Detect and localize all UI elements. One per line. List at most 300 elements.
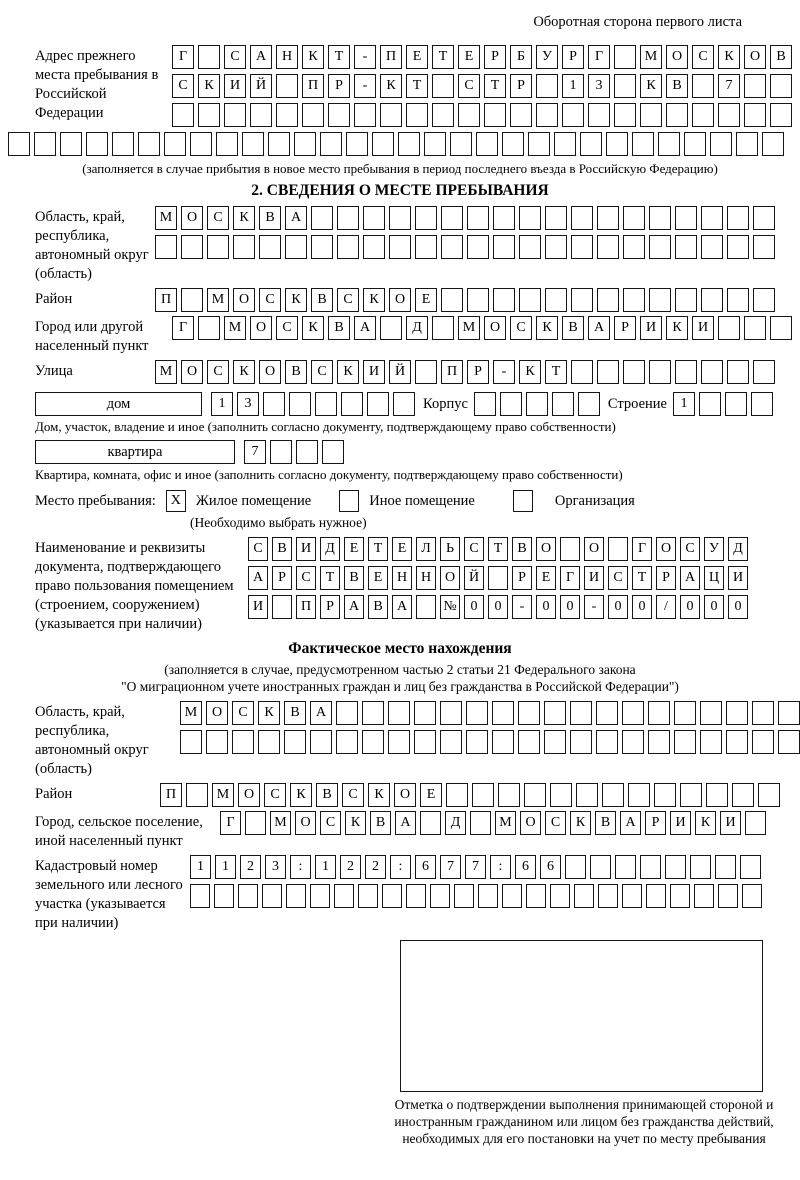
char-box (478, 884, 498, 908)
char-box (571, 288, 593, 312)
char-box (8, 132, 30, 156)
char-box: С (510, 316, 532, 340)
ulitsa-label: Улица (35, 363, 73, 379)
char-box: В (370, 811, 391, 835)
char-box (276, 74, 298, 98)
char-box (232, 730, 254, 754)
char-box: Р (562, 45, 584, 69)
char-box (466, 701, 488, 725)
char-box: 3 (588, 74, 610, 98)
char-box: Г (172, 45, 194, 69)
char-box (363, 206, 385, 230)
char-box (415, 206, 437, 230)
char-box (536, 103, 558, 127)
char-box (622, 730, 644, 754)
char-box (736, 132, 758, 156)
char-box (424, 132, 446, 156)
char-box: И (363, 360, 385, 384)
char-box (654, 783, 676, 807)
char-box: Г (172, 316, 194, 340)
char-box (172, 103, 194, 127)
fact-gorod-field (35, 811, 800, 851)
fact-raion-field (35, 783, 800, 807)
char-box (753, 360, 775, 384)
char-box (388, 701, 410, 725)
char-box (700, 730, 722, 754)
char-box (380, 316, 402, 340)
char-box (519, 235, 541, 259)
char-box: Т (368, 537, 388, 561)
char-box (322, 440, 344, 464)
char-box: В (311, 288, 333, 312)
place-of-stay-label: Место пребывания: (35, 492, 156, 509)
char-box (328, 103, 350, 127)
char-box (336, 701, 358, 725)
char-box (614, 45, 636, 69)
char-box: К (363, 288, 385, 312)
char-box: 1 (562, 74, 584, 98)
char-box (745, 811, 766, 835)
char-box (701, 288, 723, 312)
char-box: Т (406, 74, 428, 98)
char-box: О (536, 537, 556, 561)
char-box: Р (484, 45, 506, 69)
place-of-stay-note: (Необходимо выбрать нужное) (190, 515, 367, 530)
char-box (245, 811, 266, 835)
char-box: С (320, 811, 341, 835)
char-box: В (284, 701, 306, 725)
char-box: К (666, 316, 688, 340)
char-box: Е (536, 566, 556, 590)
cadastral-label: Кадастровый номер земельного или лесного участка (указывается при наличии) (35, 858, 183, 931)
char-box: П (155, 288, 177, 312)
char-box: К (233, 206, 255, 230)
char-box (500, 392, 522, 416)
apartment-note: Квартира, комната, офис и иное (заполнить согласно документу, подтверждающему право собственности) (35, 467, 623, 482)
char-box: - (354, 45, 376, 69)
char-box: М (155, 206, 177, 230)
char-box (502, 132, 524, 156)
char-box (164, 132, 186, 156)
oblast-row-2 (155, 235, 779, 259)
char-box (565, 855, 586, 879)
char-box (666, 103, 688, 127)
raion-row (155, 288, 779, 312)
char-box (510, 103, 532, 127)
char-box (186, 783, 208, 807)
char-box: А (588, 316, 610, 340)
char-box: С (464, 537, 484, 561)
char-box: - (493, 360, 515, 384)
char-box (753, 288, 775, 312)
char-box (233, 235, 255, 259)
char-box (467, 235, 489, 259)
fact-raion-row (160, 783, 784, 807)
char-box: Т (545, 360, 567, 384)
char-box (744, 103, 766, 127)
char-box (207, 235, 229, 259)
char-box (470, 811, 491, 835)
char-box: О (394, 783, 416, 807)
char-box: О (206, 701, 228, 725)
char-box (519, 288, 541, 312)
char-box (570, 701, 592, 725)
confirmation-stamp-caption: Отметка о подтверждении выполнения принимающей стороной и иностранным гражданином или лицом без гражданства действий, необходимых для его постановки на учет по месту пребывания (394, 1097, 774, 1146)
char-box: С (342, 783, 364, 807)
char-box (560, 537, 580, 561)
char-box: К (302, 316, 324, 340)
char-box: А (392, 595, 412, 619)
char-box (276, 103, 298, 127)
char-box (498, 783, 520, 807)
char-box (762, 132, 784, 156)
char-box: М (212, 783, 234, 807)
char-box (622, 701, 644, 725)
char-box (742, 884, 762, 908)
char-box (502, 884, 522, 908)
char-box (389, 206, 411, 230)
char-box (180, 730, 202, 754)
char-box (727, 235, 749, 259)
char-box: 6 (540, 855, 561, 879)
gorod-row (172, 316, 796, 340)
char-box: 7 (465, 855, 486, 879)
char-box: 0 (680, 595, 700, 619)
char-box (623, 235, 645, 259)
char-box: О (389, 288, 411, 312)
char-box (346, 132, 368, 156)
char-box: О (238, 783, 260, 807)
char-box (640, 103, 662, 127)
char-box (302, 103, 324, 127)
char-box: У (704, 537, 724, 561)
char-box: Й (389, 360, 411, 384)
fact-gorod-row (220, 811, 770, 835)
char-box (545, 235, 567, 259)
char-box: С (232, 701, 254, 725)
char-box (310, 884, 330, 908)
char-box (181, 288, 203, 312)
fact-oblast-row-2 (180, 730, 800, 754)
char-box: О (250, 316, 272, 340)
char-box (588, 103, 610, 127)
char-box (699, 392, 721, 416)
char-box (467, 206, 489, 230)
char-box (484, 103, 506, 127)
house-row (35, 392, 800, 416)
char-box: С (296, 566, 316, 590)
char-box: 1 (215, 855, 236, 879)
char-box (623, 206, 645, 230)
char-box: С (264, 783, 286, 807)
char-box: Н (276, 45, 298, 69)
char-box: О (181, 206, 203, 230)
fact-raion-label: Район (35, 786, 73, 802)
char-box (310, 730, 332, 754)
char-box: В (368, 595, 388, 619)
korpus-label: Корпус (423, 395, 468, 412)
char-box (446, 783, 468, 807)
char-box (492, 701, 514, 725)
char-box (770, 74, 792, 98)
char-box (432, 103, 454, 127)
char-box: А (620, 811, 641, 835)
title-document-row-3 (248, 595, 752, 619)
char-box: К (290, 783, 312, 807)
char-box (570, 730, 592, 754)
char-box (648, 701, 670, 725)
char-box (341, 392, 363, 416)
char-box: С (259, 288, 281, 312)
char-box (406, 884, 426, 908)
char-box (268, 132, 290, 156)
char-box (753, 206, 775, 230)
char-box: Г (588, 45, 610, 69)
char-box (740, 855, 761, 879)
char-box: - (354, 74, 376, 98)
char-box (259, 235, 281, 259)
char-box (751, 392, 773, 416)
char-box: 7 (244, 440, 266, 464)
char-box (440, 730, 462, 754)
char-box (238, 884, 258, 908)
char-box: 0 (560, 595, 580, 619)
title-document-row-1 (248, 537, 752, 561)
char-box (458, 103, 480, 127)
raion-field (35, 288, 800, 312)
char-box (550, 783, 572, 807)
char-box: 3 (265, 855, 286, 879)
char-box (622, 884, 642, 908)
char-box: 0 (488, 595, 508, 619)
char-box: М (640, 45, 662, 69)
char-box (536, 74, 558, 98)
char-box (571, 206, 593, 230)
char-box (578, 392, 600, 416)
char-box: Е (368, 566, 388, 590)
char-box: Й (250, 74, 272, 98)
char-box (670, 884, 690, 908)
char-box: К (718, 45, 740, 69)
fact-oblast-row-1 (180, 701, 800, 725)
char-box: Т (432, 45, 454, 69)
char-box: М (224, 316, 246, 340)
char-box: К (519, 360, 541, 384)
char-box: О (233, 288, 255, 312)
char-box: 6 (515, 855, 536, 879)
char-box: В (285, 360, 307, 384)
checkbox-organization (513, 490, 533, 512)
char-box: И (248, 595, 268, 619)
char-box (596, 701, 618, 725)
char-box (518, 701, 540, 725)
char-box: П (160, 783, 182, 807)
char-box (415, 235, 437, 259)
char-box (214, 884, 234, 908)
char-box: А (310, 701, 332, 725)
char-box (727, 206, 749, 230)
char-box (474, 392, 496, 416)
house-note: Дом, участок, владение и иное (заполнить согласно документу, подтверждающему право собственности) (35, 419, 616, 434)
cadastral-row-1 (190, 855, 766, 879)
char-box (700, 701, 722, 725)
char-box: С (692, 45, 714, 69)
fact-location-note-1: (заполняется в случае, предусмотренном частью 2 статьи 21 Федерального закона (164, 662, 636, 677)
char-box (315, 392, 337, 416)
char-box (649, 206, 671, 230)
char-box: О (584, 537, 604, 561)
char-box (718, 316, 740, 340)
char-box: О (259, 360, 281, 384)
char-box: К (570, 811, 591, 835)
char-box (224, 103, 246, 127)
char-box (606, 132, 628, 156)
char-box (472, 783, 494, 807)
char-box (389, 235, 411, 259)
char-box (250, 103, 272, 127)
char-box (628, 783, 650, 807)
char-box (467, 288, 489, 312)
char-box: А (344, 595, 364, 619)
char-box (550, 884, 570, 908)
house-box-label: дом (35, 392, 202, 416)
place-of-stay-row (35, 489, 800, 513)
char-box (576, 783, 598, 807)
char-box: Е (415, 288, 437, 312)
char-box: В (259, 206, 281, 230)
char-box (198, 45, 220, 69)
char-box: К (233, 360, 255, 384)
char-box (675, 288, 697, 312)
char-box: № (440, 595, 460, 619)
char-box: К (640, 74, 662, 98)
char-box (416, 595, 436, 619)
cadastral-row-2 (190, 884, 766, 908)
char-box: Т (484, 74, 506, 98)
char-box (272, 595, 292, 619)
char-box: 1 (315, 855, 336, 879)
char-box (718, 103, 740, 127)
char-box: : (390, 855, 411, 879)
char-box: С (276, 316, 298, 340)
char-box: Ь (440, 537, 460, 561)
char-box: С (680, 537, 700, 561)
char-box (614, 103, 636, 127)
prev-address-rows (172, 45, 796, 127)
char-box (596, 730, 618, 754)
char-box (526, 392, 548, 416)
char-box: К (285, 288, 307, 312)
char-box (744, 316, 766, 340)
char-box (430, 884, 450, 908)
char-box (753, 235, 775, 259)
char-box (526, 884, 546, 908)
char-box: В (595, 811, 616, 835)
oblast-label: Область, край, республика, автономный округ (область) (35, 209, 149, 282)
char-box: С (248, 537, 268, 561)
char-box: Р (512, 566, 532, 590)
char-box (649, 288, 671, 312)
char-box (262, 884, 282, 908)
raion-label: Район (35, 291, 73, 307)
char-box (34, 132, 56, 156)
char-box: И (720, 811, 741, 835)
char-box (665, 855, 686, 879)
char-box: К (345, 811, 366, 835)
char-box: Е (344, 537, 364, 561)
char-box (727, 360, 749, 384)
char-box: В (316, 783, 338, 807)
char-box (692, 103, 714, 127)
char-box (190, 132, 212, 156)
ulitsa-field (35, 360, 800, 384)
char-box: Д (728, 537, 748, 561)
char-box: К (536, 316, 558, 340)
fact-location-note-2: "О миграционном учете иностранных граждан и лиц без гражданства в Российской Федерации") (121, 679, 679, 694)
char-box: И (296, 537, 316, 561)
char-box (615, 855, 636, 879)
char-box: : (490, 855, 511, 879)
char-box: Р (614, 316, 636, 340)
char-box (646, 884, 666, 908)
char-box: Р (645, 811, 666, 835)
char-box (311, 235, 333, 259)
apartment-row (35, 440, 800, 464)
char-box: В (666, 74, 688, 98)
char-box (675, 360, 697, 384)
prev-address-row-3 (172, 103, 796, 127)
char-box (528, 132, 550, 156)
ulitsa-row (155, 360, 779, 384)
char-box (242, 132, 264, 156)
char-box: В (770, 45, 792, 69)
char-box: 1 (211, 392, 233, 416)
char-box: И (670, 811, 691, 835)
char-box: С (207, 206, 229, 230)
gorod-label: Город или другой населенный пункт (35, 319, 149, 354)
char-box: Е (392, 537, 412, 561)
char-box (286, 884, 306, 908)
char-box (725, 392, 747, 416)
apartment-box-label: квартира (35, 440, 235, 464)
char-box (60, 132, 82, 156)
char-box (380, 103, 402, 127)
char-box (701, 360, 723, 384)
char-box (778, 701, 800, 725)
header-note: Оборотная сторона первого листа (533, 14, 742, 30)
char-box (744, 74, 766, 98)
char-box (441, 206, 463, 230)
char-box: О (295, 811, 316, 835)
char-box (337, 206, 359, 230)
char-box (758, 783, 780, 807)
char-box (554, 132, 576, 156)
char-box (190, 884, 210, 908)
char-box: А (248, 566, 268, 590)
char-box: Р (328, 74, 350, 98)
char-box: Р (656, 566, 676, 590)
char-box (362, 701, 384, 725)
char-box (674, 701, 696, 725)
char-box: В (344, 566, 364, 590)
char-box (597, 360, 619, 384)
char-box (732, 783, 754, 807)
char-box (590, 855, 611, 879)
oblast-row-1 (155, 206, 779, 230)
char-box (727, 288, 749, 312)
char-box (206, 730, 228, 754)
char-box (597, 235, 619, 259)
